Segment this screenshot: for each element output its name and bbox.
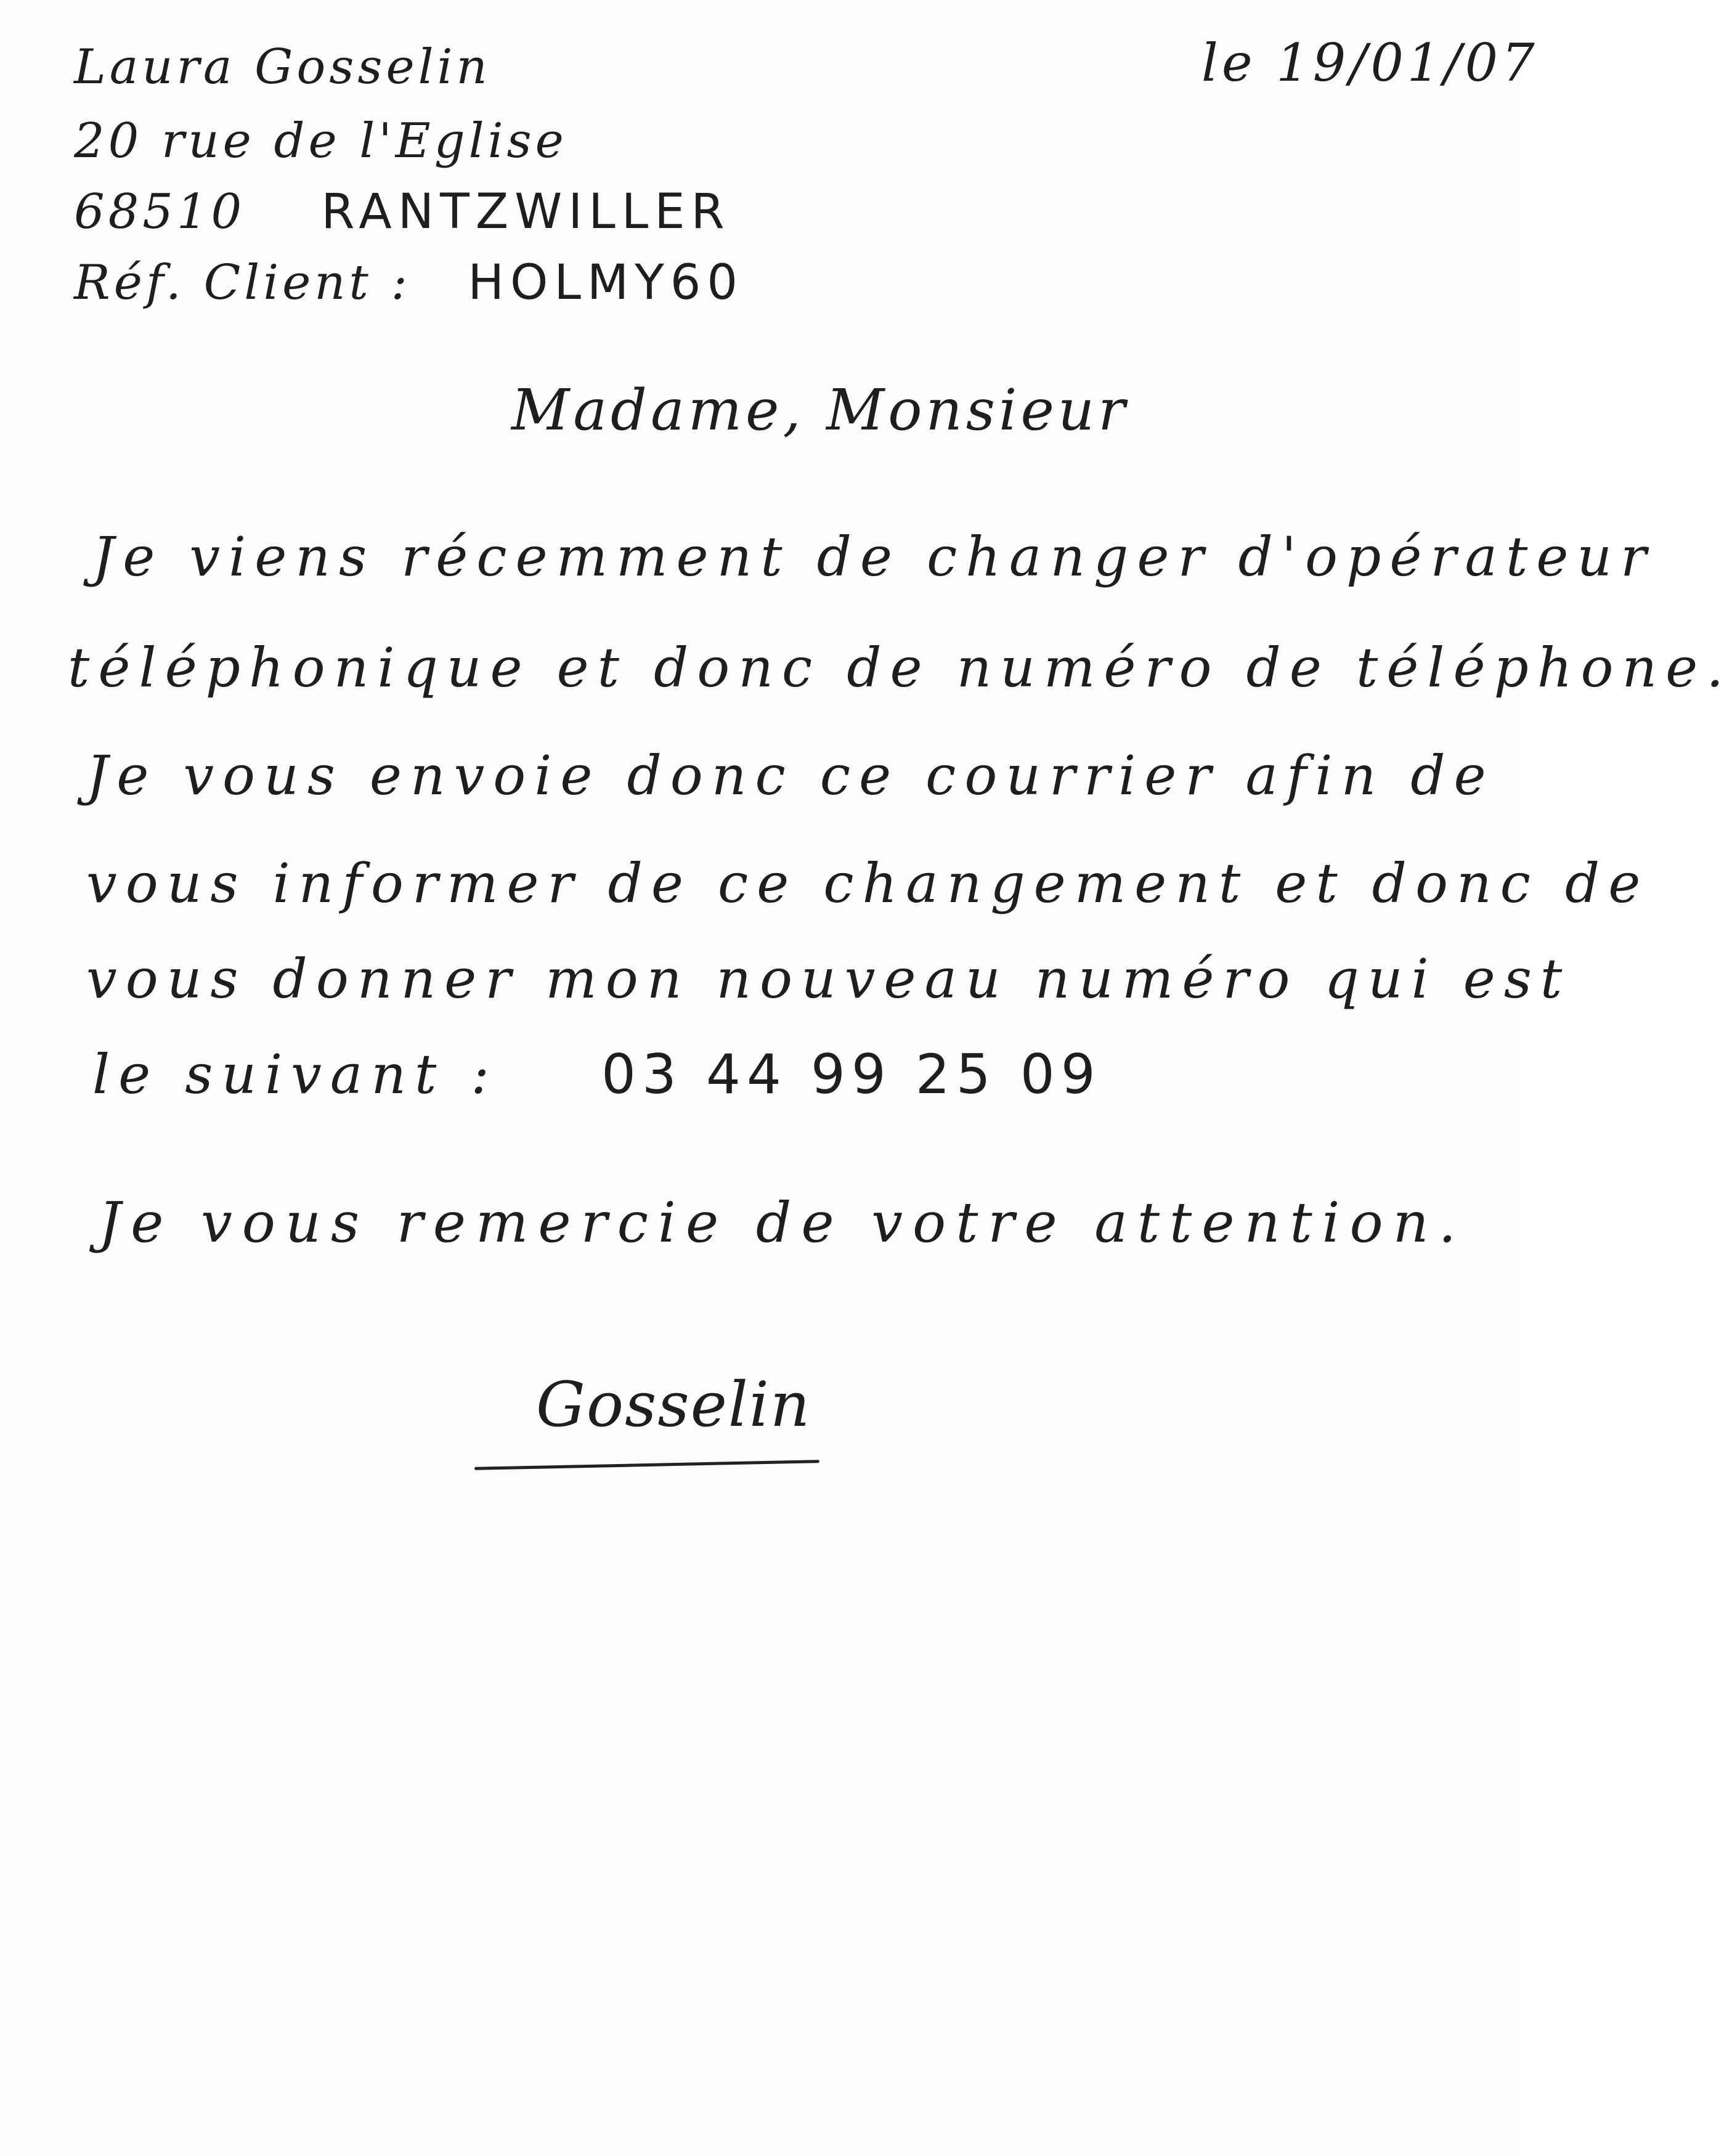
city: RANTZWILLER <box>321 184 731 240</box>
sender-city-line <box>74 184 731 240</box>
signature-underline <box>474 1460 819 1470</box>
postal-code: 68510 <box>74 184 246 240</box>
closing-line: Je vous remercie de votre attention. <box>99 1190 1466 1255</box>
phone-intro: le suivant : <box>92 1043 498 1106</box>
body-line-1: Je viens récemment de changer d'opérateur <box>92 525 1656 588</box>
letter-date: le 19/01/07 <box>1201 33 1539 93</box>
sender-name: Laura Gosselin <box>74 39 491 95</box>
client-ref-label: Réf. Client : <box>74 255 411 311</box>
sender-street: 20 rue de l'Eglise <box>74 113 567 169</box>
body-line-3: Je vous envoie donc ce courrier afin de <box>86 744 1495 807</box>
body-line-4: vous informer de ce changement et donc de <box>86 852 1649 915</box>
client-ref-value: HOLMY60 <box>468 255 744 311</box>
client-reference <box>74 255 744 311</box>
salutation: Madame, Monsieur <box>511 377 1129 443</box>
body-line-2: téléphonique et donc de numéro de téléphone. <box>68 636 1732 699</box>
signature <box>468 1349 838 1491</box>
body-line-5: vous donner mon nouveau numéro qui est <box>86 947 1571 1011</box>
signature-text: Gosselin <box>536 1369 811 1441</box>
body-line-6 <box>92 1043 1102 1106</box>
phone-number: 03 44 99 25 09 <box>601 1043 1102 1106</box>
